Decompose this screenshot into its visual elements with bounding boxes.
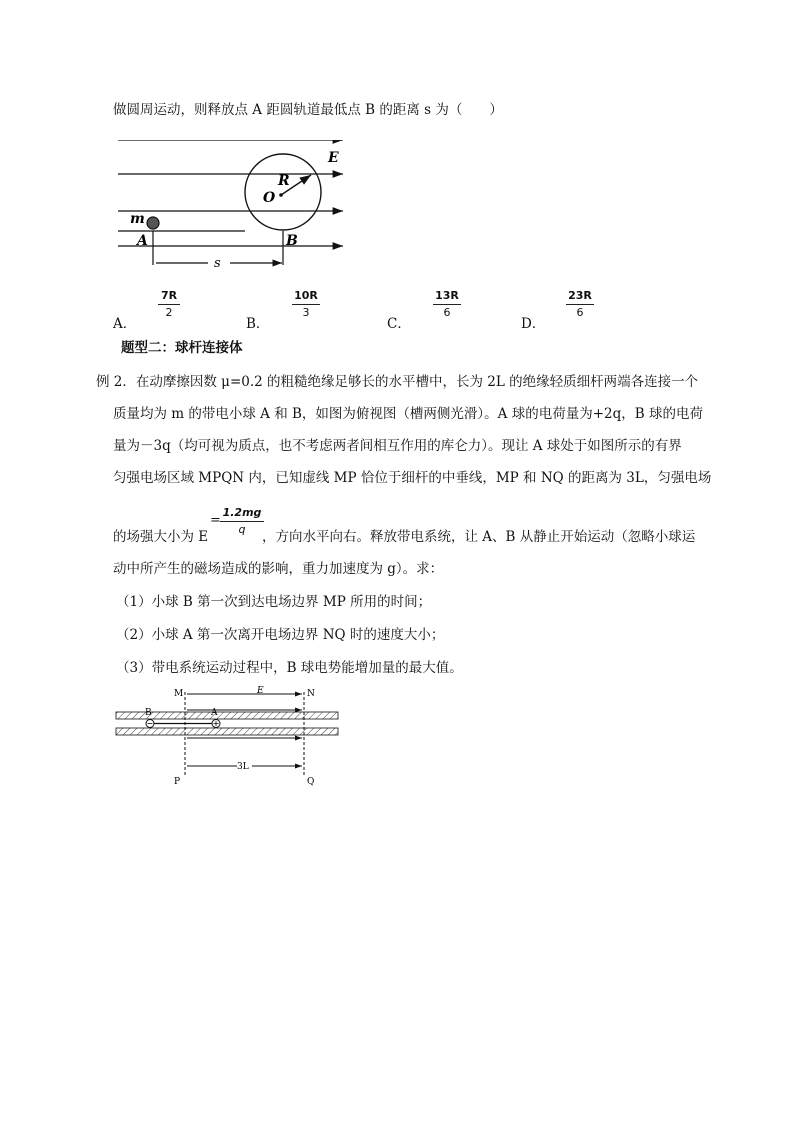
field-numerator: 1.2mg (222, 506, 262, 519)
option-d-letter: D． (521, 316, 546, 332)
example-line-6: 动中所产生的磁场造成的影响，重力加速度为 g）。求： (113, 561, 444, 577)
option-b-letter: B． (246, 316, 270, 332)
option-c-numerator: 13R (435, 289, 459, 302)
option-c-denominator: 6 (443, 306, 451, 319)
option-c-letter: C． (387, 316, 411, 332)
label-m: m (130, 211, 145, 227)
field-strength-fraction (220, 506, 264, 537)
label-B: B (286, 233, 298, 249)
option-b-denominator: 3 (302, 306, 310, 319)
label-R: R (278, 173, 290, 189)
example-line-2: 质量均为 m 的带电小球 A 和 B，如图为俯视图（槽两侧光滑）。A 球的电荷量为+2q，B 球的电荷 (113, 406, 703, 422)
label-A: A (137, 233, 148, 249)
option-d-denominator: 6 (576, 306, 584, 319)
label-E: E (328, 150, 339, 166)
label-B: B (145, 708, 152, 718)
option-b-fraction (292, 289, 320, 320)
label-P: P (174, 777, 181, 787)
example-line-1: 例 2．在动摩擦因数 μ=0.2 的粗糙绝缘足够长的水平槽中，长为 2L 的绝缘轻质细杆两端各连接一个 (96, 374, 699, 390)
circular-track (245, 154, 321, 230)
option-a-numerator: 7R (160, 289, 178, 302)
ball-m (147, 217, 159, 229)
section-heading: 题型二：球杆连接体 (121, 340, 243, 356)
label-O: O (263, 190, 276, 206)
label-s: s (214, 256, 221, 270)
question-fragment-line: 做圆周运动，则释放点 A 距圆轨道最低点 B 的距离 s 为（ ） (113, 102, 503, 118)
label-Q: Q (307, 777, 315, 787)
option-b-numerator: 10R (294, 289, 318, 302)
example-line-3: 量为－3q（均可视为质点，也不考虑两者间相互作用的库仑力）。现让 A 球处于如图所示的有界 (113, 438, 682, 454)
label-N: N (307, 689, 315, 699)
figure-circular-track (110, 140, 350, 270)
example-line-5-post: ，方向水平向右。释放带电系统，让 A、B 从静止开始运动（忽略小球运 (262, 529, 696, 545)
option-a-fraction (158, 289, 180, 320)
groove-bottom-wall (116, 728, 338, 735)
sub-question-2: （2）小球 A 第一次离开电场边界 NQ 时的速度大小； (116, 627, 445, 643)
label-E: E (257, 686, 264, 696)
option-a-denominator: 2 (165, 306, 173, 319)
option-c-fraction (433, 289, 461, 320)
equals-sign: = (210, 513, 221, 528)
sub-question-3: （3）带电系统运动过程中，B 球电势能增加量的最大值。 (116, 660, 463, 676)
option-d-fraction (566, 289, 594, 320)
label-3L: 3L (237, 762, 249, 772)
example-line-4: 匀强电场区域 MPQN 内，已知虚线 MP 恰位于细杆的中垂线，MP 和 NQ 的距离为 3L，匀强电场 (113, 470, 712, 486)
sub-question-1: （1）小球 B 第一次到达电场边界 MP 所用的时间； (116, 594, 432, 610)
field-denominator: q (238, 523, 246, 536)
option-d-numerator: 23R (568, 289, 592, 302)
label-M: M (174, 689, 184, 699)
figure-groove-rod (112, 682, 344, 792)
label-A: A (211, 708, 218, 718)
example-line-5-pre: 的场强大小为 E (113, 529, 209, 545)
option-a-letter: A． (113, 316, 137, 332)
